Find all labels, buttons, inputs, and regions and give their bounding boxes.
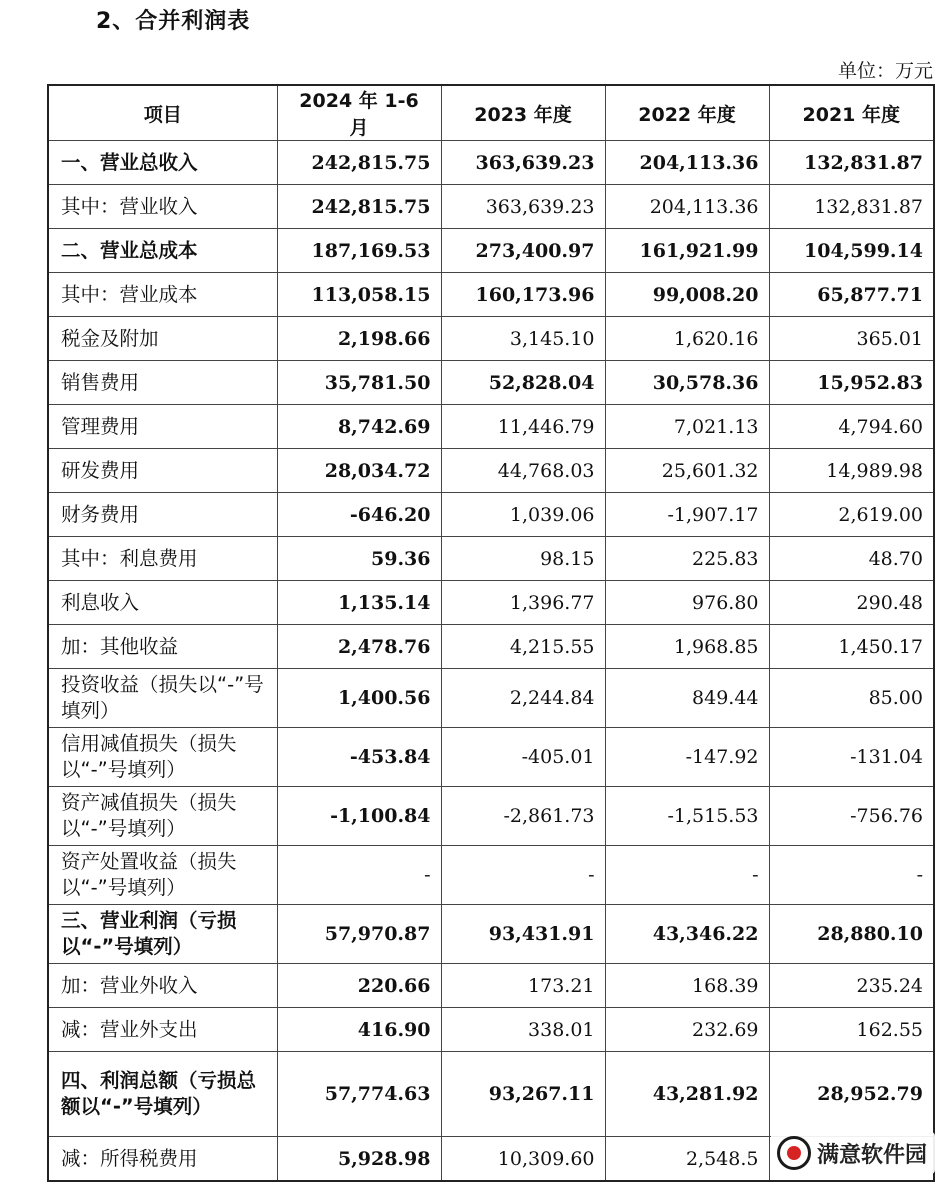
header-2024h1: 2024 年 1-6 月 [277, 85, 441, 141]
cell-2024h1: 2,478.76 [277, 625, 441, 669]
cell-2024h1: -646.20 [277, 493, 441, 537]
cell-2021: 290.48 [769, 581, 934, 625]
cell-2023: 3,145.10 [441, 317, 605, 361]
cell-2022: 1,968.85 [605, 625, 769, 669]
row-item: 二、营业总成本 [48, 229, 277, 273]
watermark [771, 1132, 935, 1174]
cell-2022: 225.83 [605, 537, 769, 581]
table-row [48, 185, 934, 229]
cell-2024h1: 187,169.53 [277, 229, 441, 273]
table-row [48, 787, 934, 846]
cell-2021: 365.01 [769, 317, 934, 361]
cell-2024h1: - [277, 846, 441, 905]
row-item: 加：其他收益 [48, 625, 277, 669]
row-item: 销售费用 [48, 361, 277, 405]
table-row [48, 317, 934, 361]
cell-2024h1: 220.66 [277, 964, 441, 1008]
cell-2023: 4,215.55 [441, 625, 605, 669]
cell-2023: 44,768.03 [441, 449, 605, 493]
table-row [48, 625, 934, 669]
cell-2021: 1,450.17 [769, 625, 934, 669]
cell-2024h1: 416.90 [277, 1008, 441, 1052]
cell-2021: 65,877.71 [769, 273, 934, 317]
table-row [48, 141, 934, 185]
row-item: 资产减值损失（损失以“-”号填列） [48, 787, 277, 846]
cell-2023: 10,309.60 [441, 1137, 605, 1182]
row-item: 减：所得税费用 [48, 1137, 277, 1182]
cell-2023: 2,244.84 [441, 669, 605, 728]
row-item: 资产处置收益（损失以“-”号填列） [48, 846, 277, 905]
income-statement-table [47, 84, 935, 1182]
cell-2021: 48.70 [769, 537, 934, 581]
cell-2021: 235.24 [769, 964, 934, 1008]
cell-2022: 7,021.13 [605, 405, 769, 449]
table-row [48, 1052, 934, 1137]
cell-2022: 232.69 [605, 1008, 769, 1052]
cell-2023: -2,861.73 [441, 787, 605, 846]
row-item: 四、利润总额（亏损总额以“-”号填列） [48, 1052, 277, 1137]
row-item: 加：营业外收入 [48, 964, 277, 1008]
cell-2023: 363,639.23 [441, 185, 605, 229]
cell-2023: 11,446.79 [441, 405, 605, 449]
row-item: 管理费用 [48, 405, 277, 449]
cell-2023: - [441, 846, 605, 905]
cell-2024h1: 35,781.50 [277, 361, 441, 405]
cell-2022: 2,548.5 [605, 1137, 769, 1182]
cell-2021: 28,880.10 [769, 905, 934, 964]
table-row [48, 964, 934, 1008]
cell-2022: - [605, 846, 769, 905]
table-row [48, 846, 934, 905]
row-item: 税金及附加 [48, 317, 277, 361]
row-item: 三、营业利润（亏损以“-”号填列） [48, 905, 277, 964]
row-item: 一、营业总收入 [48, 141, 277, 185]
cell-2022: 168.39 [605, 964, 769, 1008]
cell-2022: 30,578.36 [605, 361, 769, 405]
cell-2024h1: 1,400.56 [277, 669, 441, 728]
section-title: 2、合并利润表 [96, 9, 251, 34]
cell-2024h1: 59.36 [277, 537, 441, 581]
cell-2021: 104,599.14 [769, 229, 934, 273]
cell-2022: 1,620.16 [605, 317, 769, 361]
cell-2021: 162.55 [769, 1008, 934, 1052]
cell-2023: -405.01 [441, 728, 605, 787]
cell-2022: 976.80 [605, 581, 769, 625]
header-2022: 2022 年度 [605, 85, 769, 141]
cell-2022: -1,907.17 [605, 493, 769, 537]
cell-2023: 52,828.04 [441, 361, 605, 405]
header-item: 项目 [48, 85, 277, 141]
cell-2022: 43,346.22 [605, 905, 769, 964]
cell-2024h1: 5,928.98 [277, 1137, 441, 1182]
cell-2024h1: -1,100.84 [277, 787, 441, 846]
cell-2022: -147.92 [605, 728, 769, 787]
cell-2021: -131.04 [769, 728, 934, 787]
table-row [48, 537, 934, 581]
cell-2023: 363,639.23 [441, 141, 605, 185]
row-item: 减：营业外支出 [48, 1008, 277, 1052]
logo-icon [777, 1136, 811, 1170]
cell-2024h1: -453.84 [277, 728, 441, 787]
cell-2023: 93,431.91 [441, 905, 605, 964]
cell-2023: 338.01 [441, 1008, 605, 1052]
cell-2022: 25,601.32 [605, 449, 769, 493]
cell-2022: -1,515.53 [605, 787, 769, 846]
row-item: 研发费用 [48, 449, 277, 493]
cell-2021: - [769, 846, 934, 905]
cell-2021: 132,831.87 [769, 141, 934, 185]
row-item: 信用减值损失（损失以“-”号填列） [48, 728, 277, 787]
cell-2024h1: 242,815.75 [277, 141, 441, 185]
cell-2023: 1,039.06 [441, 493, 605, 537]
cell-2023: 160,173.96 [441, 273, 605, 317]
table-row [48, 581, 934, 625]
cell-2022: 849.44 [605, 669, 769, 728]
unit-label: 单位：万元 [837, 60, 933, 82]
cell-2022: 43,281.92 [605, 1052, 769, 1137]
cell-2024h1: 1,135.14 [277, 581, 441, 625]
table-row [48, 905, 934, 964]
table-row [48, 669, 934, 728]
table-row [48, 273, 934, 317]
cell-2024h1: 28,034.72 [277, 449, 441, 493]
cell-2023: 273,400.97 [441, 229, 605, 273]
row-item: 财务费用 [48, 493, 277, 537]
table-row [48, 493, 934, 537]
cell-2022: 204,113.36 [605, 185, 769, 229]
row-item: 利息收入 [48, 581, 277, 625]
cell-2024h1: 8,742.69 [277, 405, 441, 449]
row-item: 其中：营业成本 [48, 273, 277, 317]
table-header-row [48, 85, 934, 141]
cell-2023: 1,396.77 [441, 581, 605, 625]
header-2023: 2023 年度 [441, 85, 605, 141]
table-row [48, 229, 934, 273]
cell-2021: 132,831.87 [769, 185, 934, 229]
cell-2024h1: 57,774.63 [277, 1052, 441, 1137]
table-row [48, 728, 934, 787]
cell-2021: 28,952.79 [769, 1052, 934, 1137]
cell-2021: 14,989.98 [769, 449, 934, 493]
table-row [48, 1008, 934, 1052]
cell-2024h1: 2,198.66 [277, 317, 441, 361]
cell-2022: 204,113.36 [605, 141, 769, 185]
table-row [48, 449, 934, 493]
cell-2022: 161,921.99 [605, 229, 769, 273]
cell-2021: -756.76 [769, 787, 934, 846]
cell-2023: 93,267.11 [441, 1052, 605, 1137]
cell-2021: 4,794.60 [769, 405, 934, 449]
row-item: 其中：利息费用 [48, 537, 277, 581]
cell-2022: 99,008.20 [605, 273, 769, 317]
header-2021: 2021 年度 [769, 85, 934, 141]
table-row [48, 361, 934, 405]
cell-2024h1: 57,970.87 [277, 905, 441, 964]
row-item: 投资收益（损失以“-”号填列） [48, 669, 277, 728]
cell-2024h1: 242,815.75 [277, 185, 441, 229]
cell-2021: 15,952.83 [769, 361, 934, 405]
table-row [48, 405, 934, 449]
cell-2021: 2,619.00 [769, 493, 934, 537]
cell-2021: 85.00 [769, 669, 934, 728]
row-item: 其中：营业收入 [48, 185, 277, 229]
cell-2023: 98.15 [441, 537, 605, 581]
cell-2023: 173.21 [441, 964, 605, 1008]
cell-2024h1: 113,058.15 [277, 273, 441, 317]
watermark-text: 满意软件园 [816, 1142, 927, 1168]
